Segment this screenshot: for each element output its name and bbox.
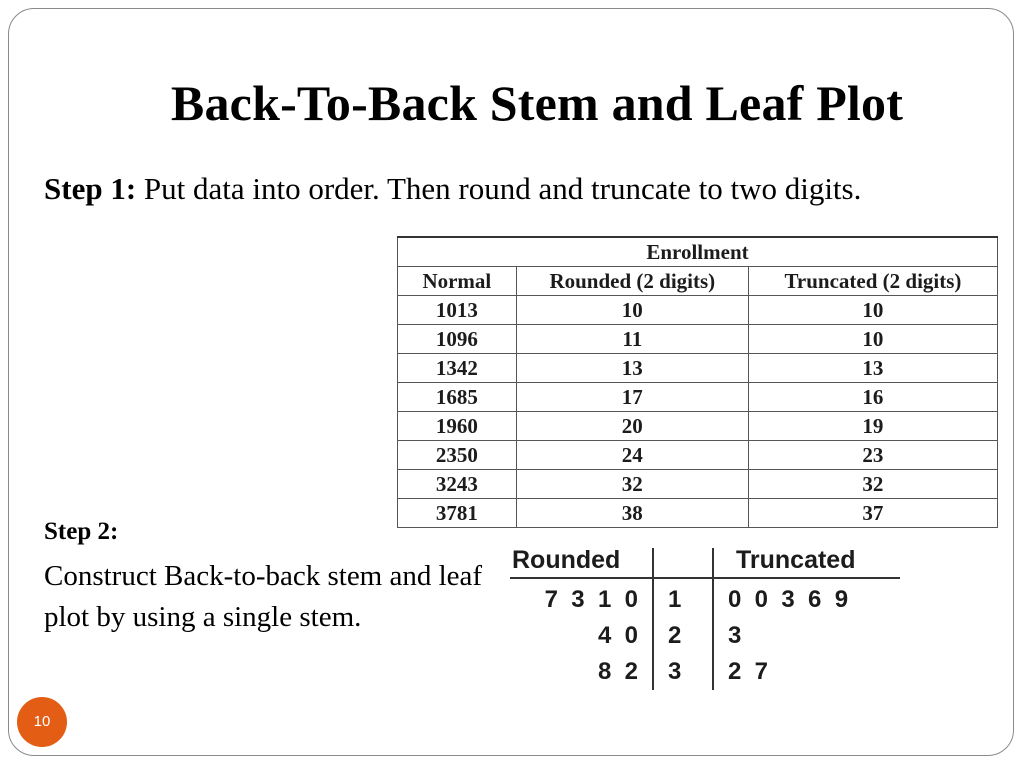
table-cell-normal: 3243 [398, 470, 517, 499]
column-header-truncated: Truncated (2 digits) [748, 267, 997, 296]
table-cell-truncated: 23 [748, 441, 997, 470]
stem-leaf-plot [510, 546, 902, 692]
table-cell-truncated: 19 [748, 412, 997, 441]
column-header-normal: Normal [398, 267, 517, 296]
step1-label: Step 1: [44, 171, 137, 206]
stem-row [510, 586, 902, 622]
step2-text: Construct Back-to-back stem and leaf plot by using a single stem. [44, 560, 483, 633]
page-number-badge: 10 [17, 697, 67, 747]
table-cell-truncated: 10 [748, 296, 997, 325]
table-cell-normal: 3781 [398, 499, 517, 528]
table-cell-rounded: 11 [516, 325, 748, 354]
truncated-leaves: 3 [728, 622, 742, 649]
rounded-leaves: 4 0 [597, 622, 638, 649]
column-header-rounded: Rounded (2 digits) [516, 267, 748, 296]
table-row [398, 441, 998, 470]
table-cell-truncated: 10 [748, 325, 997, 354]
stem-row [510, 622, 902, 658]
stem-value: 3 [668, 658, 682, 685]
enrollment-table [397, 236, 998, 528]
slide-title: Back-To-Back Stem and Leaf Plot [170, 75, 904, 131]
table-cell-truncated: 37 [748, 499, 997, 528]
truncated-leaves: 0 0 3 6 9 [728, 586, 849, 613]
table-cell-rounded: 17 [516, 383, 748, 412]
stem-value: 1 [668, 586, 682, 613]
table-cell-normal: 1096 [398, 325, 517, 354]
table-cell-truncated: 16 [748, 383, 997, 412]
stem-plot-header-rounded: Rounded [512, 546, 621, 574]
table-cell-normal: 1960 [398, 412, 517, 441]
table-cell-normal: 1342 [398, 354, 517, 383]
rounded-leaves: 8 2 [597, 658, 638, 685]
stem-plot-header-rule [510, 577, 900, 579]
table-cell-rounded: 20 [516, 412, 748, 441]
stem-row [510, 658, 902, 694]
table-row [398, 383, 998, 412]
step1-body: Put data into order. Then round and truncate to two digits. [136, 171, 862, 206]
table-cell-rounded: 13 [516, 354, 748, 383]
table-row [398, 470, 998, 499]
table-body [398, 296, 998, 528]
table-cell-truncated: 32 [748, 470, 997, 499]
truncated-leaves: 2 7 [728, 658, 769, 685]
table-cell-truncated: 13 [748, 354, 997, 383]
table-row [398, 499, 998, 528]
stem-plot-header-truncated: Truncated [736, 546, 856, 574]
table-cell-rounded: 24 [516, 441, 748, 470]
table-cell-normal: 1013 [398, 296, 517, 325]
table-row [398, 354, 998, 383]
table-row [398, 296, 998, 325]
step2-label: Step 2: [44, 518, 119, 545]
table-row [398, 325, 998, 354]
table-title: Enrollment [398, 237, 998, 267]
table-row [398, 412, 998, 441]
table-cell-normal: 1685 [398, 383, 517, 412]
table-cell-rounded: 32 [516, 470, 748, 499]
table-cell-rounded: 38 [516, 499, 748, 528]
table-cell-rounded: 10 [516, 296, 748, 325]
stem-value: 2 [668, 622, 682, 649]
table-cell-normal: 2350 [398, 441, 517, 470]
rounded-leaves: 7 3 1 0 [544, 586, 638, 613]
step1-text [44, 171, 944, 207]
